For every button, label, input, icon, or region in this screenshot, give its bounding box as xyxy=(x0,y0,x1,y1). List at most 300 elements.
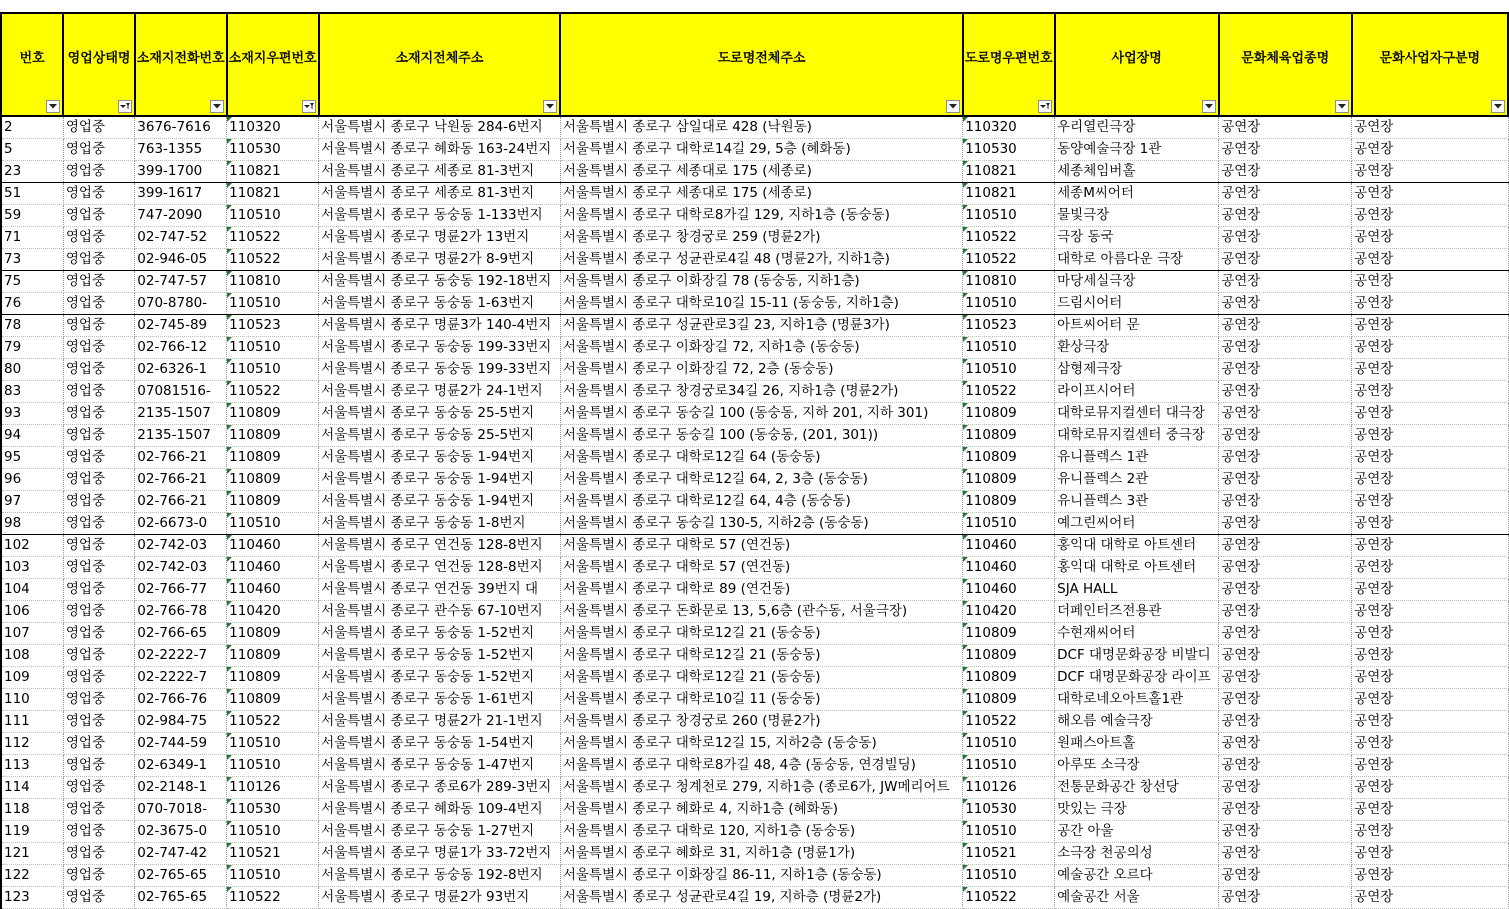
table-cell[interactable]: 71 xyxy=(1,227,63,249)
table-cell[interactable]: 110809 xyxy=(963,491,1055,513)
table-cell[interactable]: 공연장 xyxy=(1219,315,1352,337)
table-cell[interactable]: 110821 xyxy=(227,183,319,205)
table-cell[interactable]: 763-1355 xyxy=(135,139,227,161)
table-cell[interactable]: 서울특별시 종로구 대학로8가길 48, 4층 (동숭동, 연경빌딩) xyxy=(560,755,962,777)
column-header-8[interactable] xyxy=(1219,13,1352,116)
table-cell[interactable]: 공연장 xyxy=(1219,116,1352,139)
table-cell[interactable]: 110510 xyxy=(963,755,1055,777)
table-cell[interactable]: 122 xyxy=(1,865,63,887)
table-cell[interactable]: 공연장 xyxy=(1219,139,1352,161)
column-header-7[interactable] xyxy=(1055,13,1219,116)
table-cell[interactable]: 02-747-42 xyxy=(135,843,227,865)
table-cell[interactable]: 110809 xyxy=(227,491,319,513)
table-cell[interactable]: 110460 xyxy=(963,557,1055,579)
table-cell[interactable]: 서울특별시 종로구 동숭동 1-63번지 xyxy=(319,293,561,315)
table-cell[interactable]: 서울특별시 종로구 대학로 120, 지하1층 (동숭동) xyxy=(560,821,962,843)
table-cell[interactable]: 서울특별시 종로구 연건동 128-8번지 xyxy=(319,535,561,557)
table-cell[interactable]: 110522 xyxy=(227,887,319,909)
table-cell[interactable]: 110521 xyxy=(963,843,1055,865)
table-cell[interactable]: 110510 xyxy=(227,359,319,381)
table-cell[interactable]: 02-6349-1 xyxy=(135,755,227,777)
table-cell[interactable]: 110809 xyxy=(227,623,319,645)
table-cell[interactable]: 110510 xyxy=(227,205,319,227)
table-cell[interactable]: 110522 xyxy=(227,381,319,403)
table-cell[interactable]: 서울특별시 종로구 대학로12길 64 (동숭동) xyxy=(560,447,962,469)
table-cell[interactable]: 2135-1507 xyxy=(135,425,227,447)
table-cell[interactable]: 110809 xyxy=(227,425,319,447)
table-cell[interactable]: 서울특별시 종로구 창경궁로 260 (명륜2가) xyxy=(560,711,962,733)
table-cell[interactable]: 110522 xyxy=(963,249,1055,271)
table-cell[interactable]: 공연장 xyxy=(1352,865,1508,887)
table-cell[interactable]: 서울특별시 종로구 동숭동 1-61번지 xyxy=(319,689,561,711)
table-cell[interactable]: 공연장 xyxy=(1352,623,1508,645)
table-cell[interactable]: 02-946-05 xyxy=(135,249,227,271)
filter-dropdown-icon[interactable] xyxy=(46,100,60,113)
table-cell[interactable]: 111 xyxy=(1,711,63,733)
table-cell[interactable]: 서울특별시 종로구 동숭동 1-94번지 xyxy=(319,447,561,469)
table-cell[interactable]: 공연장 xyxy=(1352,293,1508,315)
table-cell[interactable]: 서울특별시 종로구 세종로 81-3번지 xyxy=(319,183,561,205)
table-cell[interactable]: 02-766-21 xyxy=(135,491,227,513)
table-cell[interactable]: 서울특별시 종로구 종로6가 289-3번지 xyxy=(319,777,561,799)
table-cell[interactable]: 전통문화공간 창선당 xyxy=(1055,777,1219,799)
table-cell[interactable]: 서울특별시 종로구 대학로12길 21 (동숭동) xyxy=(560,645,962,667)
table-cell[interactable]: 공연장 xyxy=(1352,403,1508,425)
table-cell[interactable]: 110810 xyxy=(227,271,319,293)
table-cell[interactable]: 110510 xyxy=(227,821,319,843)
table-cell[interactable]: 서울특별시 종로구 혜화로 4, 지하1층 (혜화동) xyxy=(560,799,962,821)
table-cell[interactable]: 서울특별시 종로구 동숭동 199-33번지 xyxy=(319,337,561,359)
table-cell[interactable]: 서울특별시 종로구 명륜3가 140-4번지 xyxy=(319,315,561,337)
table-cell[interactable]: 110522 xyxy=(227,249,319,271)
table-cell[interactable]: 110510 xyxy=(963,513,1055,535)
table-cell[interactable]: 서울특별시 종로구 동숭동 1-94번지 xyxy=(319,491,561,513)
table-cell[interactable]: 3676-7616 xyxy=(135,116,227,139)
table-cell[interactable]: 02-765-65 xyxy=(135,887,227,909)
table-cell[interactable]: 공연장 xyxy=(1219,161,1352,183)
table-cell[interactable]: 118 xyxy=(1,799,63,821)
table-cell[interactable]: 110809 xyxy=(963,689,1055,711)
table-cell[interactable]: 110126 xyxy=(963,777,1055,799)
table-cell[interactable]: 공연장 xyxy=(1219,249,1352,271)
table-cell[interactable]: 공연장 xyxy=(1352,139,1508,161)
table-cell[interactable]: 공연장 xyxy=(1219,579,1352,601)
table-cell[interactable]: 영업중 xyxy=(63,689,134,711)
table-cell[interactable]: 107 xyxy=(1,623,63,645)
table-cell[interactable]: 110460 xyxy=(227,535,319,557)
table-cell[interactable]: 02-6326-1 xyxy=(135,359,227,381)
table-cell[interactable]: 서울특별시 종로구 대학로12길 21 (동숭동) xyxy=(560,623,962,645)
table-cell[interactable]: 공연장 xyxy=(1219,799,1352,821)
table-cell[interactable]: 환상극장 xyxy=(1055,337,1219,359)
table-cell[interactable]: 공연장 xyxy=(1219,293,1352,315)
table-cell[interactable]: 영업중 xyxy=(63,535,134,557)
table-cell[interactable]: 공연장 xyxy=(1352,689,1508,711)
table-cell[interactable]: 서울특별시 종로구 대학로12길 15, 지하2층 (동숭동) xyxy=(560,733,962,755)
table-cell[interactable]: 유니플렉스 3관 xyxy=(1055,491,1219,513)
table-cell[interactable]: 세종M씨어터 xyxy=(1055,183,1219,205)
table-cell[interactable]: 02-6673-0 xyxy=(135,513,227,535)
table-cell[interactable]: 공연장 xyxy=(1352,711,1508,733)
table-cell[interactable]: 110460 xyxy=(227,579,319,601)
table-cell[interactable]: 공연장 xyxy=(1352,557,1508,579)
table-cell[interactable]: 110 xyxy=(1,689,63,711)
table-cell[interactable]: 02-984-75 xyxy=(135,711,227,733)
table-cell[interactable]: 영업중 xyxy=(63,667,134,689)
table-cell[interactable]: 공연장 xyxy=(1352,733,1508,755)
table-cell[interactable]: 영업중 xyxy=(63,469,134,491)
table-cell[interactable]: 공연장 xyxy=(1352,579,1508,601)
table-cell[interactable]: 서울특별시 종로구 대학로 89 (연건동) xyxy=(560,579,962,601)
table-cell[interactable]: 2 xyxy=(1,116,63,139)
table-cell[interactable]: 103 xyxy=(1,557,63,579)
table-cell[interactable]: 소극장 천공의성 xyxy=(1055,843,1219,865)
table-cell[interactable]: 서울특별시 종로구 동숭동 1-133번지 xyxy=(319,205,561,227)
table-cell[interactable]: 78 xyxy=(1,315,63,337)
table-cell[interactable]: 영업중 xyxy=(63,271,134,293)
table-cell[interactable]: 02-742-03 xyxy=(135,557,227,579)
table-cell[interactable]: 110522 xyxy=(227,227,319,249)
table-cell[interactable]: 110821 xyxy=(227,161,319,183)
table-cell[interactable]: 서울특별시 종로구 창경궁로34길 26, 지하1층 (명륜2가) xyxy=(560,381,962,403)
table-cell[interactable]: 399-1617 xyxy=(135,183,227,205)
table-cell[interactable]: 세종체임버홀 xyxy=(1055,161,1219,183)
table-cell[interactable]: 서울특별시 종로구 세종로 81-3번지 xyxy=(319,161,561,183)
table-cell[interactable]: 공연장 xyxy=(1352,205,1508,227)
table-cell[interactable]: 110809 xyxy=(227,469,319,491)
table-cell[interactable]: 110510 xyxy=(963,337,1055,359)
table-cell[interactable]: 유니플렉스 2관 xyxy=(1055,469,1219,491)
table-cell[interactable]: 공연장 xyxy=(1219,667,1352,689)
table-cell[interactable]: 110510 xyxy=(227,865,319,887)
table-cell[interactable]: 서울특별시 종로구 대학로14길 29, 5층 (혜화동) xyxy=(560,139,962,161)
table-cell[interactable]: 극장 동국 xyxy=(1055,227,1219,249)
table-cell[interactable]: 영업중 xyxy=(63,799,134,821)
table-cell[interactable]: 95 xyxy=(1,447,63,469)
table-cell[interactable]: 서울특별시 종로구 명륜2가 21-1번지 xyxy=(319,711,561,733)
table-cell[interactable]: 공연장 xyxy=(1352,601,1508,623)
table-cell[interactable]: 서울특별시 종로구 대학로10길 15-11 (동숭동, 지하1층) xyxy=(560,293,962,315)
table-cell[interactable]: 110510 xyxy=(227,733,319,755)
table-cell[interactable]: 서울특별시 종로구 연건동 39번지 대 xyxy=(319,579,561,601)
table-cell[interactable]: 영업중 xyxy=(63,249,134,271)
table-cell[interactable]: 서울특별시 종로구 대학로10길 11 (동숭동) xyxy=(560,689,962,711)
table-cell[interactable]: 서울특별시 종로구 동숭동 25-5번지 xyxy=(319,403,561,425)
table-cell[interactable]: 영업중 xyxy=(63,755,134,777)
table-cell[interactable]: 공연장 xyxy=(1219,513,1352,535)
table-cell[interactable]: 공연장 xyxy=(1219,227,1352,249)
table-cell[interactable]: 맛있는 극장 xyxy=(1055,799,1219,821)
filter-active-icon[interactable] xyxy=(1038,100,1052,113)
table-cell[interactable]: 대학로뮤지컬센터 대극장 xyxy=(1055,403,1219,425)
table-cell[interactable]: 서울특별시 종로구 혜화동 109-4번지 xyxy=(319,799,561,821)
table-cell[interactable]: 서울특별시 종로구 이화장길 86-11, 지하1층 (동숭동) xyxy=(560,865,962,887)
table-cell[interactable]: 98 xyxy=(1,513,63,535)
table-cell[interactable]: DCF 대명문화공장 비발디 xyxy=(1055,645,1219,667)
table-cell[interactable]: 영업중 xyxy=(63,821,134,843)
table-cell[interactable]: 영업중 xyxy=(63,116,134,139)
table-cell[interactable]: 110522 xyxy=(227,711,319,733)
table-cell[interactable]: 110420 xyxy=(227,601,319,623)
table-cell[interactable]: 우리열린극장 xyxy=(1055,116,1219,139)
table-cell[interactable]: 02-2222-7 xyxy=(135,645,227,667)
table-cell[interactable]: 02-2222-7 xyxy=(135,667,227,689)
table-cell[interactable]: 서울특별시 종로구 대학로12길 21 (동숭동) xyxy=(560,667,962,689)
table-cell[interactable]: 110510 xyxy=(963,359,1055,381)
table-cell[interactable]: 영업중 xyxy=(63,711,134,733)
table-cell[interactable]: 공연장 xyxy=(1219,865,1352,887)
table-cell[interactable]: 서울특별시 종로구 동숭동 1-52번지 xyxy=(319,623,561,645)
table-cell[interactable]: 공연장 xyxy=(1219,645,1352,667)
table-cell[interactable]: 공연장 xyxy=(1219,777,1352,799)
table-cell[interactable]: 공연장 xyxy=(1352,183,1508,205)
table-cell[interactable]: 홍익대 대학로 아트센터 xyxy=(1055,557,1219,579)
table-cell[interactable]: 영업중 xyxy=(63,601,134,623)
table-cell[interactable]: 공연장 xyxy=(1352,491,1508,513)
table-cell[interactable]: 서울특별시 종로구 이화장길 72, 지하1층 (동숭동) xyxy=(560,337,962,359)
table-cell[interactable]: 114 xyxy=(1,777,63,799)
table-cell[interactable]: 110809 xyxy=(227,403,319,425)
table-cell[interactable]: 110510 xyxy=(963,293,1055,315)
filter-dropdown-icon[interactable] xyxy=(1202,100,1216,113)
table-cell[interactable]: 공연장 xyxy=(1219,601,1352,623)
table-cell[interactable]: 공연장 xyxy=(1219,359,1352,381)
table-cell[interactable]: 서울특별시 종로구 동숭동 199-33번지 xyxy=(319,359,561,381)
column-header-4[interactable] xyxy=(319,13,561,116)
table-cell[interactable]: 110510 xyxy=(227,293,319,315)
filter-dropdown-icon[interactable] xyxy=(210,100,224,113)
table-cell[interactable]: 서울특별시 종로구 혜화로 31, 지하1층 (명륜1가) xyxy=(560,843,962,865)
table-cell[interactable]: 110510 xyxy=(963,205,1055,227)
table-cell[interactable]: DCF 대명문화공장 라이프 xyxy=(1055,667,1219,689)
table-cell[interactable]: 공연장 xyxy=(1352,887,1508,909)
filter-dropdown-icon[interactable] xyxy=(1491,100,1505,113)
table-cell[interactable]: 110522 xyxy=(963,227,1055,249)
table-cell[interactable]: 공연장 xyxy=(1219,205,1352,227)
table-cell[interactable]: 02-747-52 xyxy=(135,227,227,249)
table-cell[interactable]: 예그린씨어터 xyxy=(1055,513,1219,535)
table-cell[interactable]: 서울특별시 종로구 동숭동 1-52번지 xyxy=(319,667,561,689)
table-cell[interactable]: 서울특별시 종로구 명륜1가 33-72번지 xyxy=(319,843,561,865)
table-cell[interactable]: 110510 xyxy=(227,513,319,535)
table-cell[interactable]: 서울특별시 종로구 동숭동 1-8번지 xyxy=(319,513,561,535)
table-cell[interactable]: 영업중 xyxy=(63,337,134,359)
table-cell[interactable]: 공연장 xyxy=(1352,315,1508,337)
column-header-0[interactable] xyxy=(1,13,63,116)
column-header-1[interactable] xyxy=(63,13,134,116)
table-cell[interactable]: 영업중 xyxy=(63,843,134,865)
table-cell[interactable]: 공연장 xyxy=(1352,513,1508,535)
table-cell[interactable]: 서울특별시 종로구 명륜2가 13번지 xyxy=(319,227,561,249)
table-cell[interactable]: 110809 xyxy=(227,645,319,667)
table-cell[interactable]: 110821 xyxy=(963,183,1055,205)
table-cell[interactable]: 110420 xyxy=(963,601,1055,623)
table-cell[interactable]: 예술공간 오르다 xyxy=(1055,865,1219,887)
table-cell[interactable]: 110809 xyxy=(963,425,1055,447)
column-header-5[interactable] xyxy=(560,13,962,116)
table-cell[interactable]: 공연장 xyxy=(1352,359,1508,381)
table-cell[interactable]: 02-766-78 xyxy=(135,601,227,623)
table-cell[interactable]: 공연장 xyxy=(1219,381,1352,403)
table-cell[interactable]: 공연장 xyxy=(1352,469,1508,491)
table-cell[interactable]: 공연장 xyxy=(1352,161,1508,183)
table-cell[interactable]: 110320 xyxy=(963,116,1055,139)
table-cell[interactable]: 서울특별시 종로구 이화장길 72, 2층 (동숭동) xyxy=(560,359,962,381)
table-cell[interactable]: 110522 xyxy=(963,381,1055,403)
table-cell[interactable]: 공연장 xyxy=(1219,447,1352,469)
table-cell[interactable]: 070-8780- xyxy=(135,293,227,315)
table-cell[interactable]: 공연장 xyxy=(1219,711,1352,733)
table-cell[interactable]: 110523 xyxy=(227,315,319,337)
table-cell[interactable]: 02-3675-0 xyxy=(135,821,227,843)
table-cell[interactable]: 공연장 xyxy=(1352,755,1508,777)
table-cell[interactable]: 공연장 xyxy=(1352,227,1508,249)
table-cell[interactable]: 서울특별시 종로구 동숭길 100 (동숭동, 지하 201, 지하 301) xyxy=(560,403,962,425)
table-cell[interactable]: 영업중 xyxy=(63,227,134,249)
table-cell[interactable]: 서울특별시 종로구 이화장길 78 (동숭동, 지하1층) xyxy=(560,271,962,293)
table-cell[interactable]: 110460 xyxy=(227,557,319,579)
table-cell[interactable]: 서울특별시 종로구 동숭길 130-5, 지하2층 (동숭동) xyxy=(560,513,962,535)
table-cell[interactable]: 94 xyxy=(1,425,63,447)
table-cell[interactable]: 공연장 xyxy=(1352,381,1508,403)
table-cell[interactable]: 2135-1507 xyxy=(135,403,227,425)
table-cell[interactable]: 96 xyxy=(1,469,63,491)
table-cell[interactable]: 서울특별시 종로구 동숭동 1-52번지 xyxy=(319,645,561,667)
table-cell[interactable]: 공연장 xyxy=(1219,755,1352,777)
table-cell[interactable]: 영업중 xyxy=(63,381,134,403)
table-cell[interactable]: 공연장 xyxy=(1352,843,1508,865)
table-cell[interactable]: 070-7018- xyxy=(135,799,227,821)
table-cell[interactable]: 마당세실극장 xyxy=(1055,271,1219,293)
table-cell[interactable]: 서울특별시 종로구 동숭동 1-94번지 xyxy=(319,469,561,491)
table-cell[interactable]: 서울특별시 종로구 동숭동 1-54번지 xyxy=(319,733,561,755)
table-cell[interactable]: 공간 아울 xyxy=(1055,821,1219,843)
table-cell[interactable]: 대학로네오아트홀1관 xyxy=(1055,689,1219,711)
table-cell[interactable]: 102 xyxy=(1,535,63,557)
table-cell[interactable]: 공연장 xyxy=(1352,249,1508,271)
table-cell[interactable]: 동양예술극장 1관 xyxy=(1055,139,1219,161)
table-cell[interactable]: 홍익대 대학로 아트센터 xyxy=(1055,535,1219,557)
table-cell[interactable]: 02-766-65 xyxy=(135,623,227,645)
table-cell[interactable]: SJA HALL xyxy=(1055,579,1219,601)
table-cell[interactable]: 02-766-21 xyxy=(135,447,227,469)
table-cell[interactable]: 영업중 xyxy=(63,205,134,227)
table-cell[interactable]: 아트씨어터 문 xyxy=(1055,315,1219,337)
table-cell[interactable]: 110510 xyxy=(963,733,1055,755)
table-cell[interactable]: 83 xyxy=(1,381,63,403)
table-cell[interactable]: 서울특별시 종로구 동숭동 192-8번지 xyxy=(319,865,561,887)
table-cell[interactable]: 공연장 xyxy=(1219,843,1352,865)
column-header-9[interactable] xyxy=(1352,13,1508,116)
table-cell[interactable]: 02-766-21 xyxy=(135,469,227,491)
table-cell[interactable]: 영업중 xyxy=(63,403,134,425)
table-cell[interactable]: 서울특별시 종로구 세종대로 175 (세종로) xyxy=(560,183,962,205)
table-cell[interactable]: 공연장 xyxy=(1219,425,1352,447)
table-cell[interactable]: 서울특별시 종로구 동숭동 1-27번지 xyxy=(319,821,561,843)
table-cell[interactable]: 공연장 xyxy=(1219,689,1352,711)
table-cell[interactable]: 02-766-77 xyxy=(135,579,227,601)
table-cell[interactable]: 삼형제극장 xyxy=(1055,359,1219,381)
table-cell[interactable]: 서울특별시 종로구 동숭동 1-47번지 xyxy=(319,755,561,777)
table-cell[interactable]: 113 xyxy=(1,755,63,777)
table-cell[interactable]: 공연장 xyxy=(1352,116,1508,139)
table-cell[interactable]: 서울특별시 종로구 세종대로 175 (세종로) xyxy=(560,161,962,183)
table-cell[interactable]: 747-2090 xyxy=(135,205,227,227)
table-cell[interactable]: 108 xyxy=(1,645,63,667)
table-cell[interactable]: 영업중 xyxy=(63,447,134,469)
table-cell[interactable]: 공연장 xyxy=(1352,821,1508,843)
table-cell[interactable]: 23 xyxy=(1,161,63,183)
table-cell[interactable]: 02-744-59 xyxy=(135,733,227,755)
table-cell[interactable]: 서울특별시 종로구 대학로12길 64, 4층 (동숭동) xyxy=(560,491,962,513)
table-cell[interactable]: 서울특별시 종로구 청계천로 279, 지하1층 (종로6가, JW메리어트 xyxy=(560,777,962,799)
table-cell[interactable]: 영업중 xyxy=(63,777,134,799)
table-cell[interactable]: 서울특별시 종로구 성균관로4길 19, 지하층 (명륜2가) xyxy=(560,887,962,909)
table-cell[interactable]: 110809 xyxy=(227,689,319,711)
table-cell[interactable]: 공연장 xyxy=(1219,183,1352,205)
table-cell[interactable]: 대학로뮤지컬센터 중극장 xyxy=(1055,425,1219,447)
table-cell[interactable]: 유니플렉스 1관 xyxy=(1055,447,1219,469)
table-cell[interactable]: 79 xyxy=(1,337,63,359)
table-cell[interactable]: 75 xyxy=(1,271,63,293)
table-cell[interactable]: 영업중 xyxy=(63,183,134,205)
table-cell[interactable]: 영업중 xyxy=(63,645,134,667)
table-cell[interactable]: 110460 xyxy=(963,579,1055,601)
table-cell[interactable]: 110510 xyxy=(227,755,319,777)
table-cell[interactable]: 영업중 xyxy=(63,161,134,183)
table-cell[interactable]: 07081516- xyxy=(135,381,227,403)
table-cell[interactable]: 아루또 소극장 xyxy=(1055,755,1219,777)
table-cell[interactable]: 공연장 xyxy=(1352,337,1508,359)
table-cell[interactable]: 110460 xyxy=(963,535,1055,557)
table-cell[interactable]: 5 xyxy=(1,139,63,161)
table-cell[interactable]: 서울특별시 종로구 관수동 67-10번지 xyxy=(319,601,561,623)
table-cell[interactable]: 112 xyxy=(1,733,63,755)
table-cell[interactable]: 공연장 xyxy=(1219,535,1352,557)
table-cell[interactable]: 라이프시어터 xyxy=(1055,381,1219,403)
filter-active-icon[interactable] xyxy=(302,100,316,113)
table-cell[interactable]: 더페인터즈전용관 xyxy=(1055,601,1219,623)
table-cell[interactable]: 공연장 xyxy=(1219,271,1352,293)
table-cell[interactable]: 영업중 xyxy=(63,579,134,601)
table-cell[interactable]: 서울특별시 종로구 돈화문로 13, 5,6층 (관수동, 서울극장) xyxy=(560,601,962,623)
table-cell[interactable]: 공연장 xyxy=(1219,733,1352,755)
table-cell[interactable]: 영업중 xyxy=(63,359,134,381)
table-cell[interactable]: 110530 xyxy=(227,799,319,821)
table-cell[interactable]: 영업중 xyxy=(63,315,134,337)
table-cell[interactable]: 109 xyxy=(1,667,63,689)
table-cell[interactable]: 80 xyxy=(1,359,63,381)
table-cell[interactable]: 공연장 xyxy=(1352,271,1508,293)
table-cell[interactable]: 123 xyxy=(1,887,63,909)
table-cell[interactable]: 110809 xyxy=(963,623,1055,645)
table-cell[interactable]: 영업중 xyxy=(63,733,134,755)
table-cell[interactable]: 110522 xyxy=(963,711,1055,733)
table-cell[interactable]: 공연장 xyxy=(1219,403,1352,425)
table-cell[interactable]: 02-766-12 xyxy=(135,337,227,359)
table-cell[interactable]: 서울특별시 종로구 동숭동 25-5번지 xyxy=(319,425,561,447)
table-cell[interactable]: 76 xyxy=(1,293,63,315)
table-cell[interactable]: 영업중 xyxy=(63,139,134,161)
table-cell[interactable]: 서울특별시 종로구 대학로8가길 129, 지하1층 (동숭동) xyxy=(560,205,962,227)
table-cell[interactable]: 서울특별시 종로구 대학로 57 (연건동) xyxy=(560,535,962,557)
table-cell[interactable]: 110523 xyxy=(963,315,1055,337)
table-cell[interactable]: 93 xyxy=(1,403,63,425)
table-cell[interactable]: 110809 xyxy=(963,645,1055,667)
table-cell[interactable]: 59 xyxy=(1,205,63,227)
table-cell[interactable]: 서울특별시 종로구 삼일대로 428 (낙원동) xyxy=(560,116,962,139)
table-cell[interactable]: 서울특별시 종로구 동숭길 100 (동숭동, (201, 301)) xyxy=(560,425,962,447)
